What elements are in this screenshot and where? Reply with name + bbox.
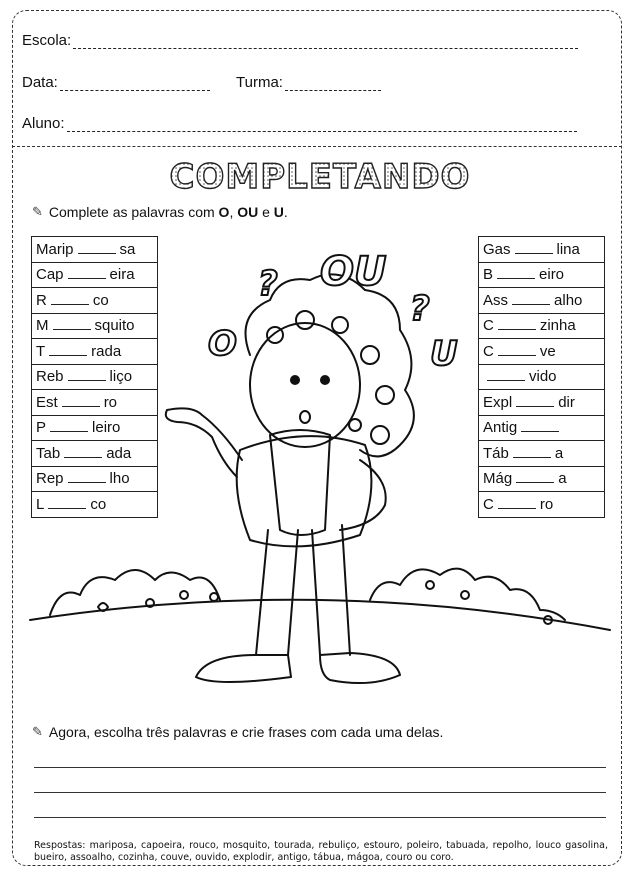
bubble-question-2: ? [410, 289, 430, 329]
word-suffix: leiro [92, 419, 121, 437]
word-suffix: ro [539, 495, 554, 513]
escola-line[interactable] [73, 34, 578, 49]
word-blank[interactable] [64, 456, 102, 458]
word-suffix: co [90, 495, 107, 513]
right_words-row [479, 441, 605, 467]
right_words-cell [479, 313, 605, 339]
instruction-sentences-text: Agora, escolha três palavras e crie frases com cada uma delas. [48, 724, 444, 740]
left_words-cell [32, 339, 158, 365]
right_words-row [479, 237, 605, 263]
word-blank[interactable] [516, 481, 554, 483]
word-blank[interactable] [515, 252, 553, 254]
left_words-row [32, 237, 158, 263]
word-blank[interactable] [487, 379, 525, 381]
scarf [270, 430, 330, 535]
word-prefix: Tab [36, 444, 61, 462]
word-suffix: eira [109, 266, 135, 284]
instruction-sep1: , [229, 204, 238, 220]
right_words-cell [479, 237, 605, 263]
flower-icon [98, 581, 552, 624]
word-prefix: Táb [483, 444, 509, 462]
word-blank[interactable] [68, 277, 106, 279]
right_words-cell [479, 466, 605, 492]
word-suffix: dir [558, 393, 575, 411]
title-text: COMPLETANDO [169, 158, 471, 194]
word-suffix: ve [539, 342, 556, 360]
instruction-o: O [218, 204, 230, 220]
left_words-cell [32, 390, 158, 416]
answers-footer: Respostas: mariposa, capoeira, rouco, mosquito, tourada, rebuliço, estouro, poleiro, tabuada, repolho, louco gasolina, bueiro, assoalho, cozinha, couve, ouvido, explodir, antigo, tábua, mágoa, couro ou coro. [34, 840, 608, 863]
left_words-cell [32, 415, 158, 441]
word-prefix: Marip [36, 240, 74, 258]
bubble-o: O [208, 324, 237, 364]
instruction-end: . [283, 204, 288, 220]
word-blank[interactable] [516, 405, 554, 407]
data-field [22, 74, 210, 91]
left_words-cell [32, 288, 158, 314]
left-word-table [31, 236, 158, 518]
word-blank[interactable] [53, 328, 91, 330]
turma-field [236, 74, 381, 91]
left_words-row [32, 492, 158, 518]
word-suffix: ada [106, 444, 132, 462]
instruction-sep2: e [258, 204, 274, 220]
pencil-icon: ✎ [32, 204, 43, 219]
hill-line [30, 600, 610, 630]
escola-field [22, 32, 578, 49]
right_words-cell [479, 390, 605, 416]
right_words-cell [479, 415, 605, 441]
word-suffix: lho [109, 470, 130, 488]
right_words-row [479, 339, 605, 365]
word-suffix: co [92, 291, 109, 309]
word-blank[interactable] [68, 379, 106, 381]
face [250, 323, 360, 447]
turma-label: Turma: [236, 74, 283, 91]
instruction-complete [32, 204, 288, 220]
right_words-row [479, 364, 605, 390]
right-word-table [478, 236, 605, 518]
left_words-cell [32, 466, 158, 492]
right_words-row [479, 492, 605, 518]
instruction-ou: OU [237, 204, 259, 220]
word-suffix: liço [109, 368, 133, 386]
left_words-row [32, 390, 158, 416]
writing-line-1[interactable] [34, 767, 606, 768]
right-shoe [320, 653, 400, 683]
word-prefix: Gas [483, 240, 511, 258]
left_words-row [32, 288, 158, 314]
word-blank[interactable] [498, 507, 536, 509]
word-blank[interactable] [78, 252, 116, 254]
raised-arm [166, 408, 242, 477]
word-prefix: P [36, 419, 47, 437]
right_words-cell [479, 441, 605, 467]
word-blank[interactable] [512, 303, 550, 305]
word-blank[interactable] [51, 303, 89, 305]
right_words-row [479, 466, 605, 492]
word-suffix: a [558, 470, 567, 488]
word-blank[interactable] [521, 430, 559, 432]
escola-label: Escola: [22, 32, 72, 49]
instruction-sentences [32, 724, 443, 740]
data-label: Data: [22, 74, 58, 91]
right_words-cell [479, 288, 605, 314]
word-suffix: alho [554, 291, 583, 309]
right_words-cell [479, 364, 605, 390]
jacket [237, 436, 372, 546]
word-prefix: M [36, 317, 49, 335]
word-blank[interactable] [513, 456, 551, 458]
word-suffix: a [554, 444, 564, 462]
word-prefix: C [483, 317, 494, 335]
word-suffix: eiro [539, 266, 565, 284]
left_words-row [32, 415, 158, 441]
right_words-row [479, 313, 605, 339]
instruction-prefix: Complete as palavras com [48, 204, 219, 220]
word-suffix: rada [91, 342, 122, 360]
word-prefix: C [483, 495, 494, 513]
bubble-question-1: ? [258, 264, 278, 304]
aluno-line[interactable] [67, 117, 577, 132]
left_words-cell [32, 237, 158, 263]
instruction-u: U [273, 204, 284, 220]
word-prefix: Expl [483, 393, 513, 411]
left_words-row [32, 364, 158, 390]
writing-line-3[interactable] [34, 817, 606, 818]
right_words-row [479, 288, 605, 314]
left_words-row [32, 466, 158, 492]
title-graphic [150, 158, 490, 194]
left_words-row [32, 262, 158, 288]
word-prefix: R [36, 291, 47, 309]
pencil-icon: ✎ [32, 724, 43, 739]
right_words-cell [479, 262, 605, 288]
word-blank[interactable] [49, 354, 87, 356]
left_words-cell [32, 492, 158, 518]
bubble-u: U [430, 334, 458, 374]
word-prefix: Est [36, 393, 58, 411]
word-blank[interactable] [68, 481, 106, 483]
word-blank[interactable] [498, 354, 536, 356]
header-separator [12, 146, 622, 147]
data-line[interactable] [60, 76, 210, 91]
word-suffix: ro [103, 393, 118, 411]
word-prefix: Rep [36, 470, 64, 488]
turma-line[interactable] [285, 76, 381, 91]
aluno-field [22, 115, 577, 132]
writing-line-2[interactable] [34, 792, 606, 793]
right_words-row [479, 415, 605, 441]
left-shoe [196, 655, 291, 682]
aluno-label: Aluno: [22, 115, 65, 132]
right_words-cell [479, 492, 605, 518]
word-suffix: squito [94, 317, 135, 335]
left_words-cell [32, 262, 158, 288]
bush-right [370, 569, 565, 620]
right_words-row [479, 390, 605, 416]
bush-left [50, 570, 220, 615]
left_words-cell [32, 364, 158, 390]
left_words-row [32, 339, 158, 365]
right_words-row [479, 262, 605, 288]
word-suffix: sa [119, 240, 136, 258]
word-blank[interactable] [50, 430, 88, 432]
word-blank[interactable] [48, 507, 86, 509]
word-prefix: B [483, 266, 494, 284]
left_words-row [32, 441, 158, 467]
word-prefix: Antig [483, 419, 518, 437]
left_words-cell [32, 441, 158, 467]
word-prefix: T [36, 342, 46, 360]
left_words-row [32, 313, 158, 339]
word-prefix: Cap [36, 266, 64, 284]
word-prefix: Mág [483, 470, 513, 488]
word-prefix: Ass [483, 291, 509, 309]
left_words-cell [32, 313, 158, 339]
word-suffix: lina [556, 240, 580, 258]
word-prefix: C [483, 342, 494, 360]
word-suffix: zinha [539, 317, 576, 335]
word-blank[interactable] [498, 328, 536, 330]
word-blank[interactable] [62, 405, 100, 407]
word-prefix: L [36, 495, 45, 513]
bubble-ou: OU [320, 249, 387, 295]
word-suffix: vido [529, 368, 557, 386]
right_words-cell [479, 339, 605, 365]
word-prefix: Reb [36, 368, 64, 386]
word-blank[interactable] [497, 277, 535, 279]
